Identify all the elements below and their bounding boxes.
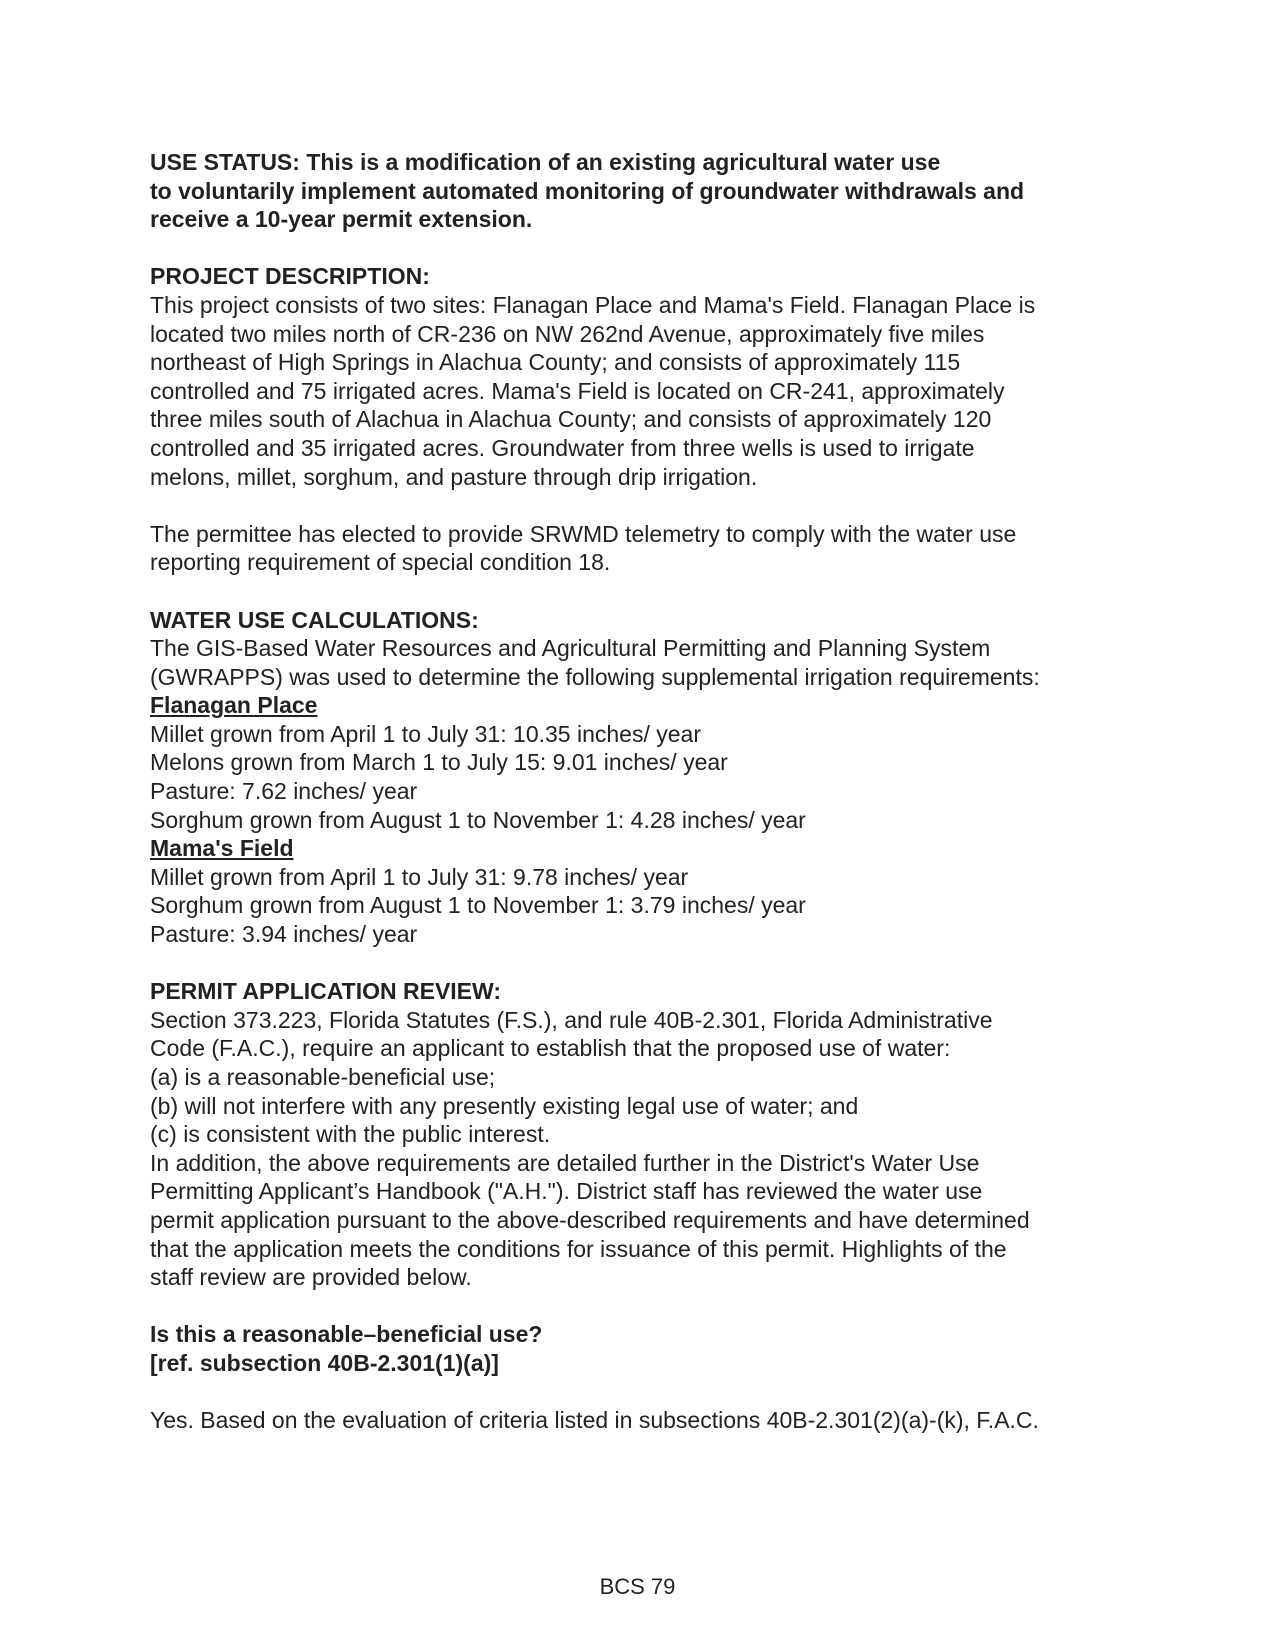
answer-text: Yes. Based on the evaluation of criteria listed in subsections 40B-2.301(2)(a)-(k), F.A.C. (150, 1407, 1039, 1434)
paragraph-line: reporting requirement of special condition 18. (150, 549, 611, 576)
paragraph-line: melons, millet, sorghum, and pasture through drip irrigation. (150, 463, 758, 490)
use-status (150, 148, 1150, 234)
criteria-item: (a) is a reasonable-beneficial use; (150, 1064, 496, 1090)
use-status-line: receive a 10-year permit extension. (150, 206, 533, 233)
water-use-calculations-section (150, 606, 1150, 949)
page-number: BCS 79 (599, 1574, 676, 1599)
crop-requirement-line: Pasture: 3.94 inches/ year (150, 921, 418, 948)
document-body (150, 148, 1150, 1435)
crop-requirement-line: Millet grown from April 1 to July 31: 9.78 inches/ year (150, 863, 689, 890)
crop-requirement-line: Pasture: 7.62 inches/ year (150, 778, 418, 805)
paragraph-line: controlled and 35 irrigated acres. Groundwater from three wells is used to irrigate (150, 434, 975, 461)
project-description-heading: PROJECT DESCRIPTION: (150, 263, 430, 290)
crop-requirement-line: Sorghum grown from August 1 to November 1: 3.79 inches/ year (150, 892, 806, 919)
crop-requirement-line: Millet grown from April 1 to July 31: 10.35 inches/ year (150, 720, 701, 747)
permit-application-review-heading: PERMIT APPLICATION REVIEW: (150, 978, 501, 1005)
permit-application-review-section (150, 977, 1150, 1292)
paragraph-line: that the application meets the conditions for issuance of this permit. Highlights of the (150, 1235, 1007, 1262)
paragraph-line: This project consists of two sites: Flanagan Place and Mama's Field. Flanagan Place is (150, 291, 1036, 318)
paragraph-line: located two miles north of CR-236 on NW 262nd Avenue, approximately five miles (150, 320, 985, 347)
crop-requirement-line: Sorghum grown from August 1 to November 1: 4.28 inches/ year (150, 806, 806, 833)
project-description-section (150, 262, 1150, 577)
criteria-item: (b) will not interfere with any presently existing legal use of water; and (150, 1092, 859, 1119)
crop-requirement-line: Melons grown from March 1 to July 15: 9.01 inches/ year (150, 749, 728, 776)
site-heading-mamas-field: Mama's Field (150, 835, 294, 862)
paragraph-line: Code (F.A.C.), require an applicant to establish that the proposed use of water: (150, 1035, 951, 1062)
paragraph-line: The GIS-Based Water Resources and Agricultural Permitting and Planning System (150, 635, 991, 662)
question-reference: [ref. subsection 40B-2.301(1)(a)] (150, 1349, 499, 1376)
paragraph-line: In addition, the above requirements are detailed further in the District's Water Use (150, 1149, 980, 1176)
paragraph-line: Permitting Applicant’s Handbook ("A.H."). District staff has reviewed the water use (150, 1178, 983, 1205)
paragraph-line: permit application pursuant to the above-described requirements and have determined (150, 1206, 1030, 1233)
paragraph-line: controlled and 75 irrigated acres. Mama's Field is located on CR-241, approximately (150, 377, 1005, 404)
paragraph-line: (GWRAPPS) was used to determine the following supplemental irrigation requirements: (150, 663, 1040, 690)
use-status-line: USE STATUS: This is a modification of an existing agricultural water use (150, 149, 941, 175)
paragraph-line: three miles south of Alachua in Alachua County; and consists of approximately 120 (150, 406, 992, 433)
paragraph-line: The permittee has elected to provide SRWMD telemetry to comply with the water use (150, 520, 1017, 547)
question-heading: Is this a reasonable–beneficial use? (150, 1321, 543, 1348)
criteria-item: (c) is consistent with the public interest. (150, 1121, 551, 1148)
paragraph-line: northeast of High Springs in Alachua County; and consists of approximately 115 (150, 349, 961, 376)
site-heading-flanagan-place: Flanagan Place (150, 692, 318, 719)
reasonable-beneficial-section (150, 1320, 1150, 1434)
use-status-line: to voluntarily implement automated monitoring of groundwater withdrawals and (150, 177, 1025, 204)
paragraph-line: Section 373.223, Florida Statutes (F.S.), and rule 40B-2.301, Florida Administrative (150, 1006, 993, 1033)
paragraph-line: staff review are provided below. (150, 1264, 472, 1291)
water-use-calculations-heading: WATER USE CALCULATIONS: (150, 606, 479, 633)
